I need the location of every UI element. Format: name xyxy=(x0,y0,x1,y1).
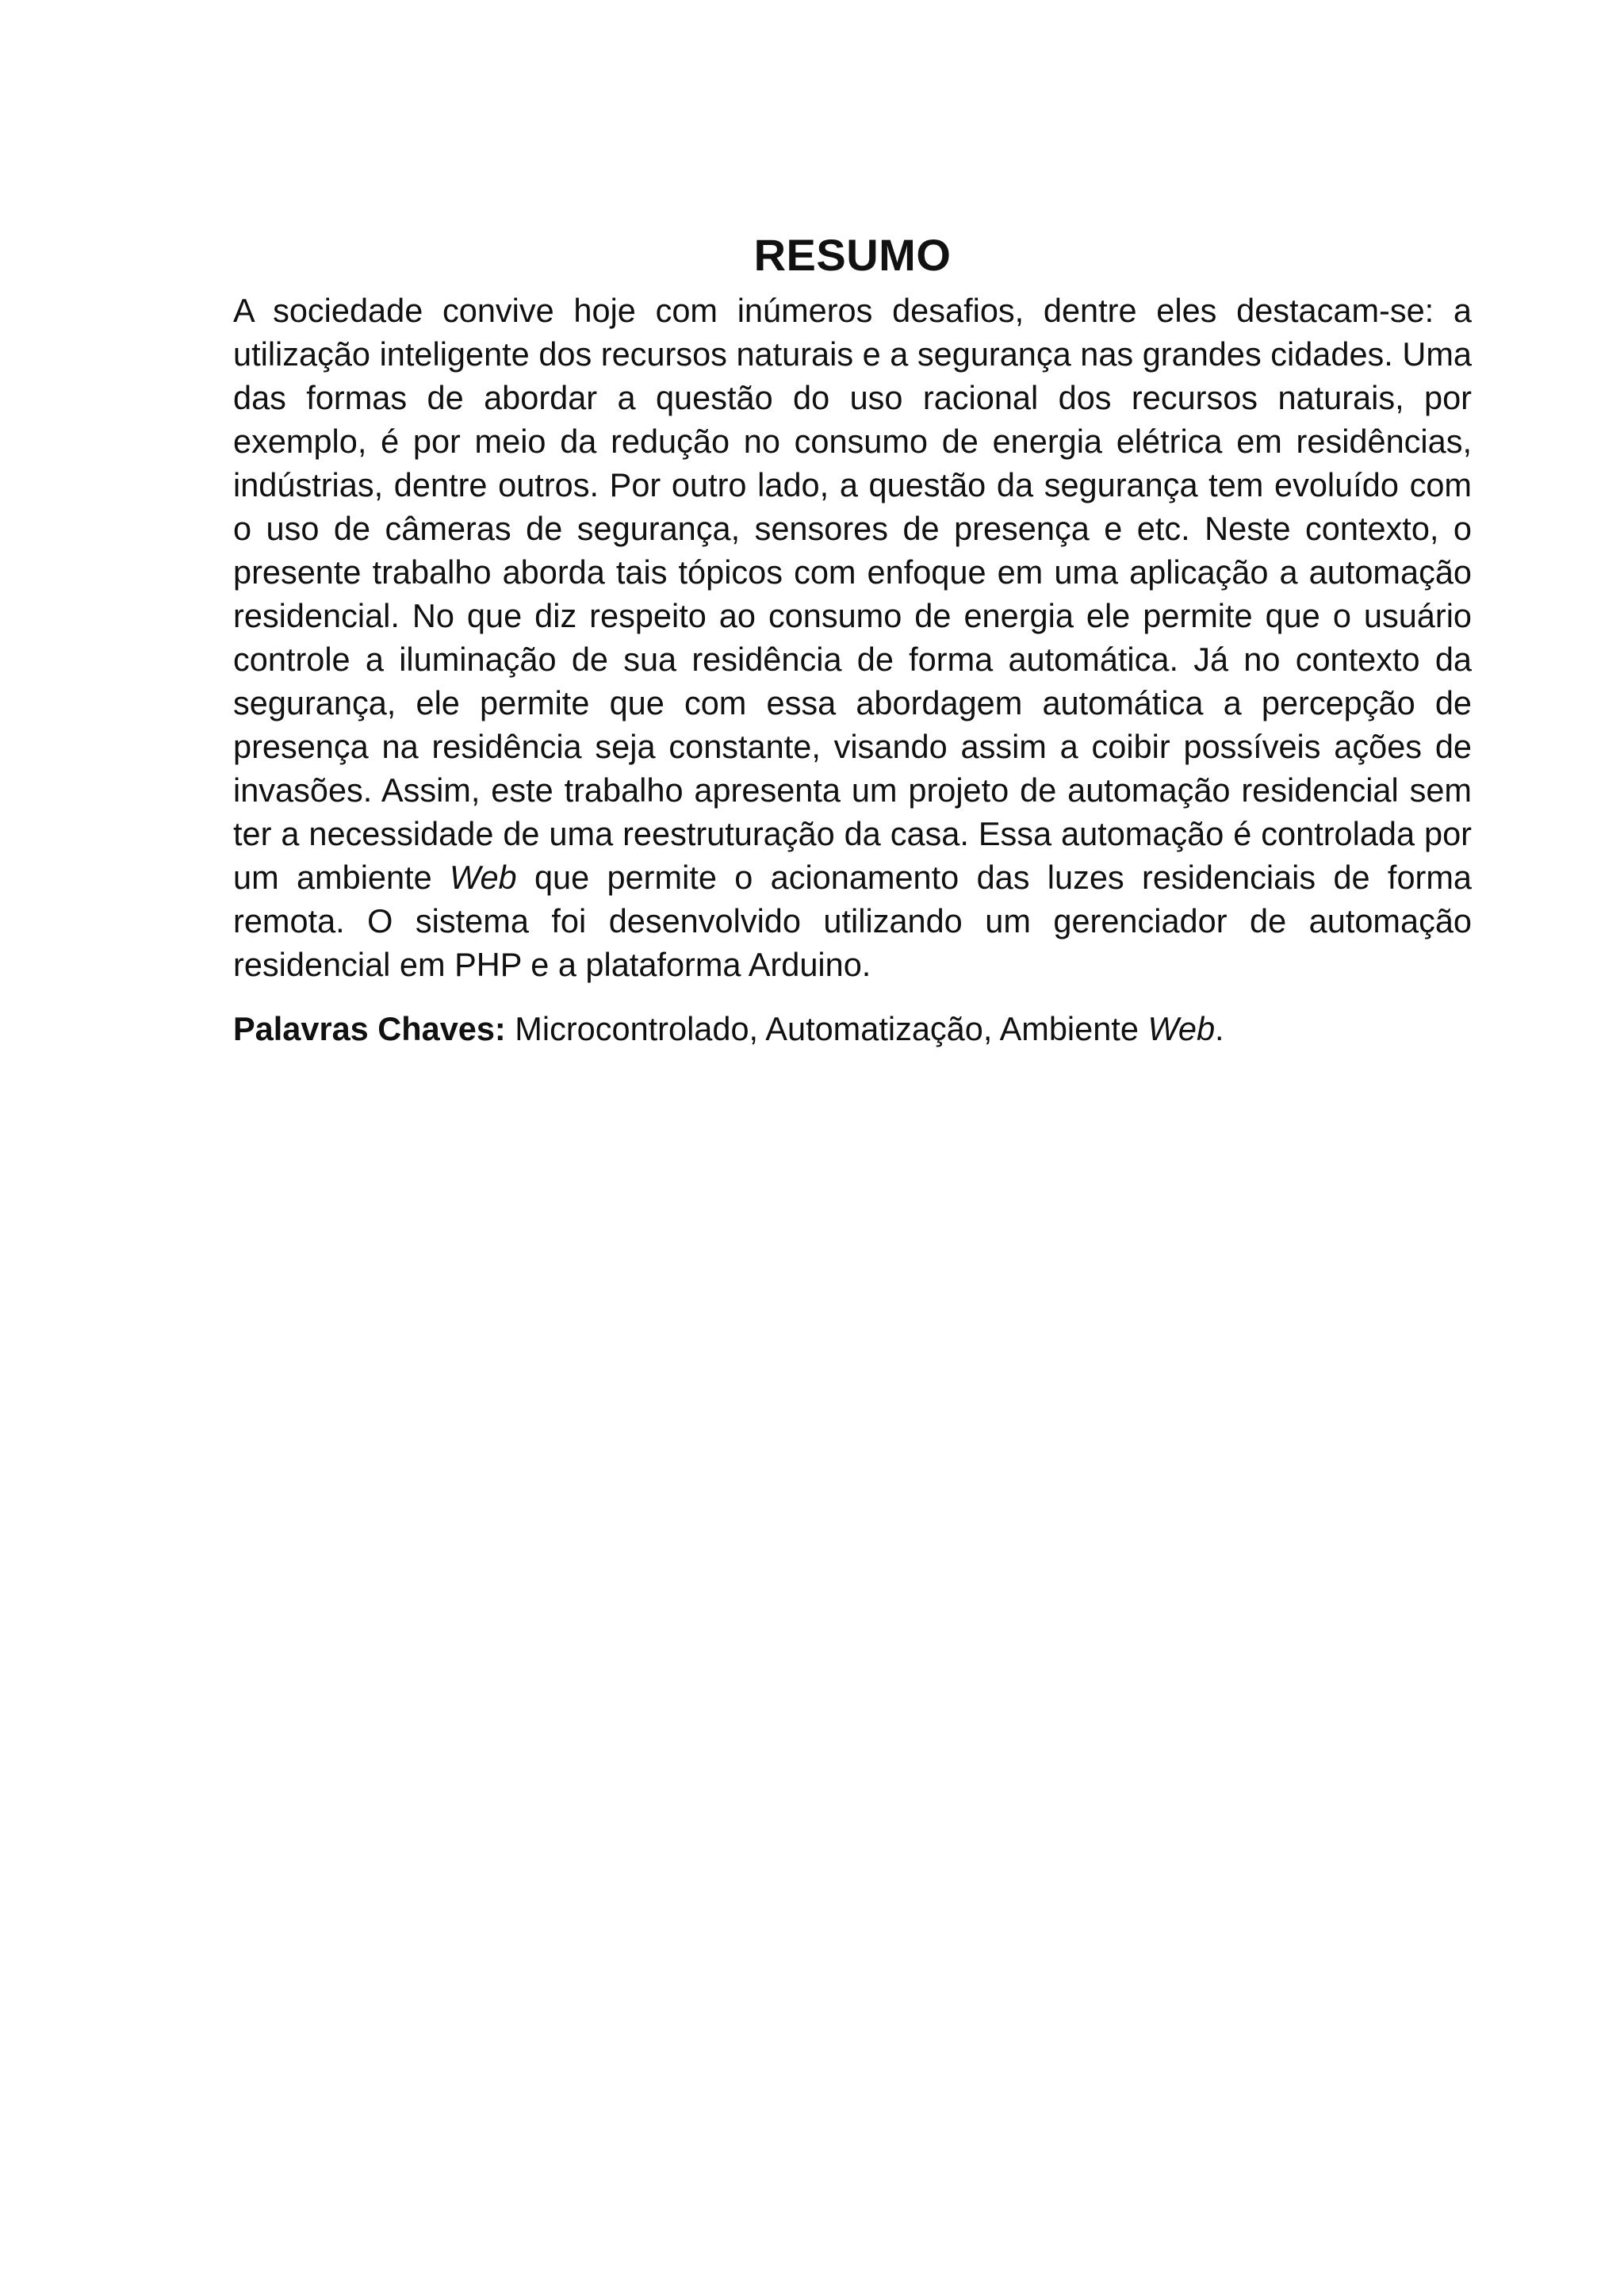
keywords-line xyxy=(233,1007,1472,1050)
abstract-italic-term: Web xyxy=(450,859,517,896)
abstract-paragraph xyxy=(233,289,1472,986)
page-title: RESUMO xyxy=(753,230,952,280)
keywords-list: Microcontrolado, Automatização, Ambiente xyxy=(515,1010,1139,1047)
keywords-label: Palavras Chaves: xyxy=(233,1010,506,1047)
keywords-italic-term: Web xyxy=(1147,1010,1216,1047)
abstract-text-part2: que permite o acionamento das luzes residenciais de forma remota. O sistema foi desenvolvido utilizando um gerenciador de automação residencial em PHP e a plataforma Arduino. xyxy=(233,859,1473,983)
document-content xyxy=(233,222,1472,1050)
keywords-end: . xyxy=(1215,1010,1224,1047)
abstract-text-part1: A sociedade convive hoje com inúmeros desafios, dentre eles destacam-se: a utilização inteligente dos recursos naturais e a segurança nas grandes cidades. Uma das formas de abordar a questão do uso racional dos recursos naturais, por exemplo, é por meio da redução no consumo de energia elétrica em residências, indústrias, dentre outros. Por outro lado, a questão da segurança tem evoluído com o uso de câmeras de segurança, sensores de presença e etc. Neste contexto, o presente trabalho aborda tais tópicos com enfoque em uma aplicação a automação residencial. No que diz respeito ao consumo de energia ele permite que o usuário controle a iluminação de sua residência de forma automática. Já no contexto da segurança, ele permite que com essa abordagem automática a percepção de presença na residência seja constante, visando assim a coibir possíveis ações de invasões. Assim, este trabalho apresenta um projeto de automação residencial sem ter a necessidade de uma reestruturação da casa. Essa automação é controlada por um ambiente xyxy=(233,292,1472,896)
